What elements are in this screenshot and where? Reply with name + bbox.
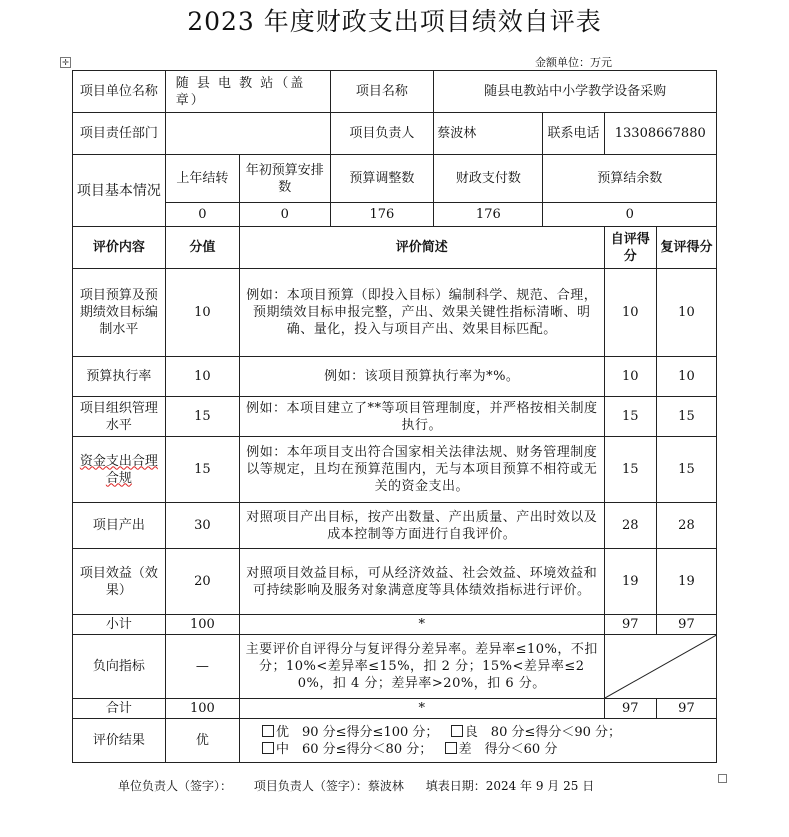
row-score: 15 bbox=[165, 437, 239, 503]
row-score: 10 bbox=[165, 269, 239, 357]
negative-score: — bbox=[165, 635, 239, 699]
row-summary: 例如：该项目预算执行率为*%。 bbox=[239, 357, 604, 397]
option-good: 良 80 分≤得分＜90 分； bbox=[464, 724, 622, 740]
evaluation-table bbox=[72, 70, 717, 763]
leader-value: 蔡波林 bbox=[434, 113, 543, 155]
negative-summary: 主要评价自评得分与复评得分差异率。差异率≤10%，不扣分；10%<差异率≤15%，扣 2 分；15%<差异率≤20%，扣 4 分；差异率>20%，扣 6 分。 bbox=[239, 635, 604, 699]
negative-indicator-row bbox=[73, 635, 717, 699]
row-summary: 例如：本项目建立了**等项目管理制度，并严格按相关制度执行。 bbox=[239, 397, 604, 437]
project-name-label: 项目名称 bbox=[330, 71, 434, 113]
unit-leader-signature: 单位负责人（签字）： bbox=[118, 779, 233, 793]
basic-info-value-row bbox=[73, 203, 717, 227]
unit-label: 项目单位名称 bbox=[73, 71, 166, 113]
basic-val-carryover: 0 bbox=[165, 203, 239, 227]
row-content: 预算执行率 bbox=[73, 357, 166, 397]
subtotal-label: 小计 bbox=[73, 615, 166, 635]
row-self-score: 28 bbox=[604, 503, 656, 549]
option-excellent: 优 90 分≤得分≤100 分； bbox=[275, 724, 439, 740]
row-review-score: 10 bbox=[656, 357, 716, 397]
row-content: 项目产出 bbox=[73, 503, 166, 549]
diagonal-line bbox=[605, 635, 716, 698]
row-self-score: 19 bbox=[604, 549, 656, 615]
row-score: 20 bbox=[165, 549, 239, 615]
basic-val-balance: 0 bbox=[543, 203, 717, 227]
table-row bbox=[73, 357, 717, 397]
row-summary: 对照项目产出目标，按产出数量、产出质量、产出时效以及成本控制等方面进行自我评价。 bbox=[239, 503, 604, 549]
table-move-handle-icon[interactable]: ✛ bbox=[60, 57, 71, 68]
basic-info-header-row bbox=[73, 155, 717, 203]
page-title: 2023 年度财政支出项目绩效自评表 bbox=[187, 7, 602, 36]
table-row bbox=[73, 549, 717, 615]
row-self-score: 15 bbox=[604, 437, 656, 503]
fill-date: 填表日期：2024 年 9 月 25 日 bbox=[425, 779, 595, 793]
basic-col-adjusted: 预算调整数 bbox=[330, 155, 434, 203]
basic-val-initial-budget: 0 bbox=[239, 203, 330, 227]
header-row-unit bbox=[73, 71, 717, 113]
total-summary: * bbox=[239, 699, 604, 719]
subtotal-review: 97 bbox=[656, 615, 716, 635]
project-leader-signature: 项目负责人（签字）：蔡波林 bbox=[253, 779, 404, 793]
row-content: 资金支出合理合规 bbox=[73, 437, 166, 503]
row-score: 15 bbox=[165, 397, 239, 437]
row-content: 项目组织管理水平 bbox=[73, 397, 166, 437]
checkbox-medium[interactable] bbox=[262, 742, 274, 754]
basic-val-adjusted: 176 bbox=[330, 203, 434, 227]
row-summary: 例如：本年项目支出符合国家相关法律法规、财务管理制度以等规定，且均在预算范围内，无与本项目预算不相符或无关的资金支出。 bbox=[239, 437, 604, 503]
basic-col-balance: 预算结余数 bbox=[543, 155, 717, 203]
subtotal-self: 97 bbox=[604, 615, 656, 635]
total-self: 97 bbox=[604, 699, 656, 719]
row-self-score: 15 bbox=[604, 397, 656, 437]
basic-col-initial-budget: 年初预算安排数 bbox=[239, 155, 330, 203]
row-summary: 对照项目效益目标，可从经济效益、社会效益、环境效益和可持续影响及服务对象满意度等具体绩效指标进行评价。 bbox=[239, 549, 604, 615]
row-review-score: 15 bbox=[656, 437, 716, 503]
leader-label: 项目负责人 bbox=[330, 113, 434, 155]
eval-header-review: 复评得分 bbox=[656, 227, 716, 269]
row-content: 项目预算及预期绩效目标编制水平 bbox=[73, 269, 166, 357]
table-row bbox=[73, 269, 717, 357]
basic-col-paid: 财政支付数 bbox=[434, 155, 543, 203]
result-options bbox=[239, 719, 716, 763]
phone-value: 13308667880 bbox=[604, 113, 716, 155]
row-review-score: 28 bbox=[656, 503, 716, 549]
option-medium: 中 60 分≤得分＜80 分； bbox=[275, 741, 433, 757]
row-score: 10 bbox=[165, 357, 239, 397]
amount-unit-note: 金额单位：万元 bbox=[535, 56, 612, 69]
eval-header-row bbox=[73, 227, 717, 269]
negative-label: 负向指标 bbox=[73, 635, 166, 699]
eval-header-self: 自评得分 bbox=[604, 227, 656, 269]
result-value: 优 bbox=[165, 719, 239, 763]
basic-info-label: 项目基本情况 bbox=[73, 155, 166, 227]
row-review-score: 15 bbox=[656, 397, 716, 437]
eval-header-score: 分值 bbox=[165, 227, 239, 269]
result-options-line-2 bbox=[262, 741, 713, 758]
total-review: 97 bbox=[656, 699, 716, 719]
total-label: 合计 bbox=[73, 699, 166, 719]
row-review-score: 19 bbox=[656, 549, 716, 615]
dept-label: 项目责任部门 bbox=[73, 113, 166, 155]
table-resize-handle-icon[interactable] bbox=[718, 774, 727, 783]
row-score: 30 bbox=[165, 503, 239, 549]
dept-value bbox=[165, 113, 330, 155]
unit-value: 随 县 电 教 站（盖章） bbox=[165, 71, 330, 113]
checkbox-excellent[interactable] bbox=[262, 725, 274, 737]
row-content: 项目效益（效果） bbox=[73, 549, 166, 615]
project-name-value: 随县电教站中小学教学设备采购 bbox=[434, 71, 717, 113]
result-row bbox=[73, 719, 717, 763]
result-options-line-1 bbox=[262, 724, 713, 741]
checkbox-good[interactable] bbox=[451, 725, 463, 737]
basic-col-carryover: 上年结转 bbox=[165, 155, 239, 203]
phone-label: 联系电话 bbox=[543, 113, 604, 155]
total-row bbox=[73, 699, 717, 719]
row-review-score: 10 bbox=[656, 269, 716, 357]
header-row-dept bbox=[73, 113, 717, 155]
table-row bbox=[73, 437, 717, 503]
table-row bbox=[73, 503, 717, 549]
subtotal-summary: * bbox=[239, 615, 604, 635]
result-label: 评价结果 bbox=[73, 719, 166, 763]
subtotal-row bbox=[73, 615, 717, 635]
row-self-score: 10 bbox=[604, 357, 656, 397]
option-poor: 差 得分＜60 分 bbox=[458, 741, 558, 757]
eval-header-summary: 评价简述 bbox=[239, 227, 604, 269]
total-score: 100 bbox=[165, 699, 239, 719]
signature-footer bbox=[118, 776, 678, 797]
basic-val-paid: 176 bbox=[434, 203, 543, 227]
negative-diagonal-cell bbox=[604, 635, 716, 699]
table-row bbox=[73, 397, 717, 437]
eval-header-content: 评价内容 bbox=[73, 227, 166, 269]
subtotal-score: 100 bbox=[165, 615, 239, 635]
row-self-score: 10 bbox=[604, 269, 656, 357]
checkbox-poor[interactable] bbox=[445, 742, 457, 754]
row-summary: 例如：本项目预算（即投入目标）编制科学、规范、合理，预期绩效目标申报完整，产出、效果关键性指标清晰、明确、量化，投入与项目产出、效果目标匹配。 bbox=[239, 269, 604, 357]
